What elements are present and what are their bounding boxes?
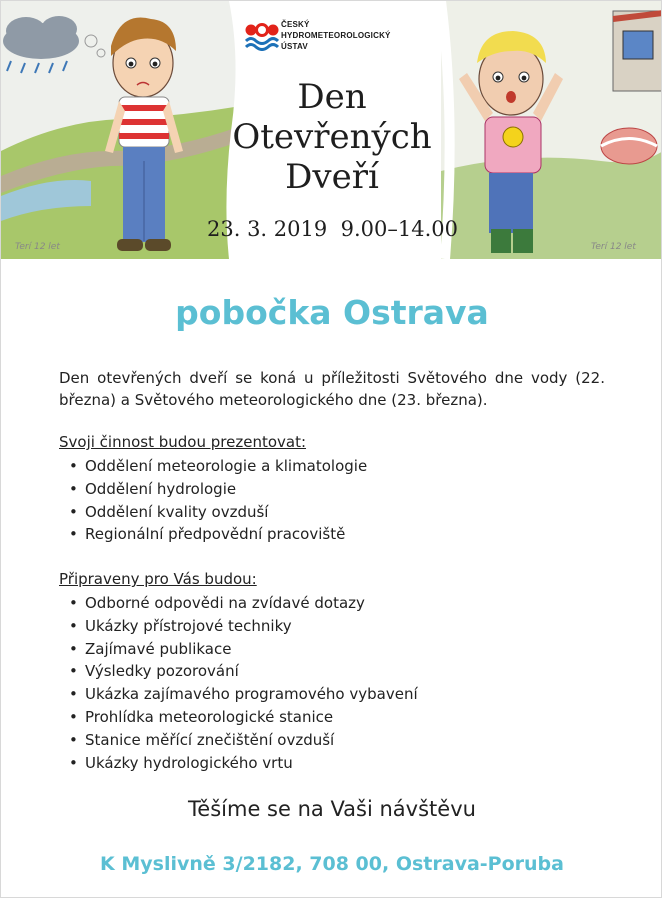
presenting-departments-list [59, 455, 367, 546]
closing-message: Těšíme se na Vaši návštěvu [188, 797, 476, 821]
list-item: • Výsledky pozorování [85, 660, 418, 683]
svg-text:Terí 12 let: Terí 12 let [591, 242, 636, 252]
list-item: • Odborné odpovědi na zvídavé dotazy [85, 592, 418, 615]
list-item: • Oddělení hydrologie [85, 478, 367, 501]
chmu-logo [245, 19, 445, 55]
list-item: • Ukázky hydrologického vrtu [85, 752, 418, 775]
section-heading-presenting: Svoji činnost budou prezentovat: [59, 433, 307, 451]
prepared-activities-list [59, 592, 418, 774]
logo-line-3: ÚSTAV [281, 42, 308, 51]
address: K Myslivně 3/2182, 708 00, Ostrava-Poruba [100, 853, 564, 875]
logo-wordmark [281, 19, 391, 52]
title-line-2: Otevřených [232, 117, 432, 157]
chmu-logo-icon [245, 21, 279, 51]
section-heading-prepared: Připraveny pro Vás budou: [59, 570, 257, 588]
list-item: • Zajímavé publikace [85, 638, 418, 661]
intro-paragraph: Den otevřených dveří se koná u příležitosti Světového dne vody (22. března) a Světového meteorologického dne (23. března). [59, 369, 605, 409]
list-item: • Prohlídka meteorologické stanice [85, 706, 418, 729]
list-item: • Ukázky přístrojové techniky [85, 615, 418, 638]
event-date-time [207, 217, 458, 241]
logo-line-2: HYDROMETEOROLOGICKÝ [281, 31, 391, 40]
list-item: • Stanice měřící znečištění ovzduší [85, 729, 418, 752]
title-line-3: Dveří [285, 157, 379, 197]
title-line-1: Den [297, 77, 367, 117]
list-item: • Oddělení meteorologie a klimatologie [85, 455, 367, 478]
event-time: 9.00–14.00 [340, 217, 458, 241]
list-item: • Oddělení kvality ovzduší [85, 501, 367, 524]
logo-line-1: ČESKÝ [281, 20, 310, 29]
list-item: • Regionální předpovědní pracoviště [85, 523, 367, 546]
header-banner [1, 1, 662, 259]
list-item: • Ukázka zajímavého programového vybavení [85, 683, 418, 706]
svg-text:Terí 12 let: Terí 12 let [15, 242, 60, 252]
event-date: 23. 3. 2019 [207, 217, 328, 241]
branch-title: pobočka Ostrava [175, 293, 489, 332]
